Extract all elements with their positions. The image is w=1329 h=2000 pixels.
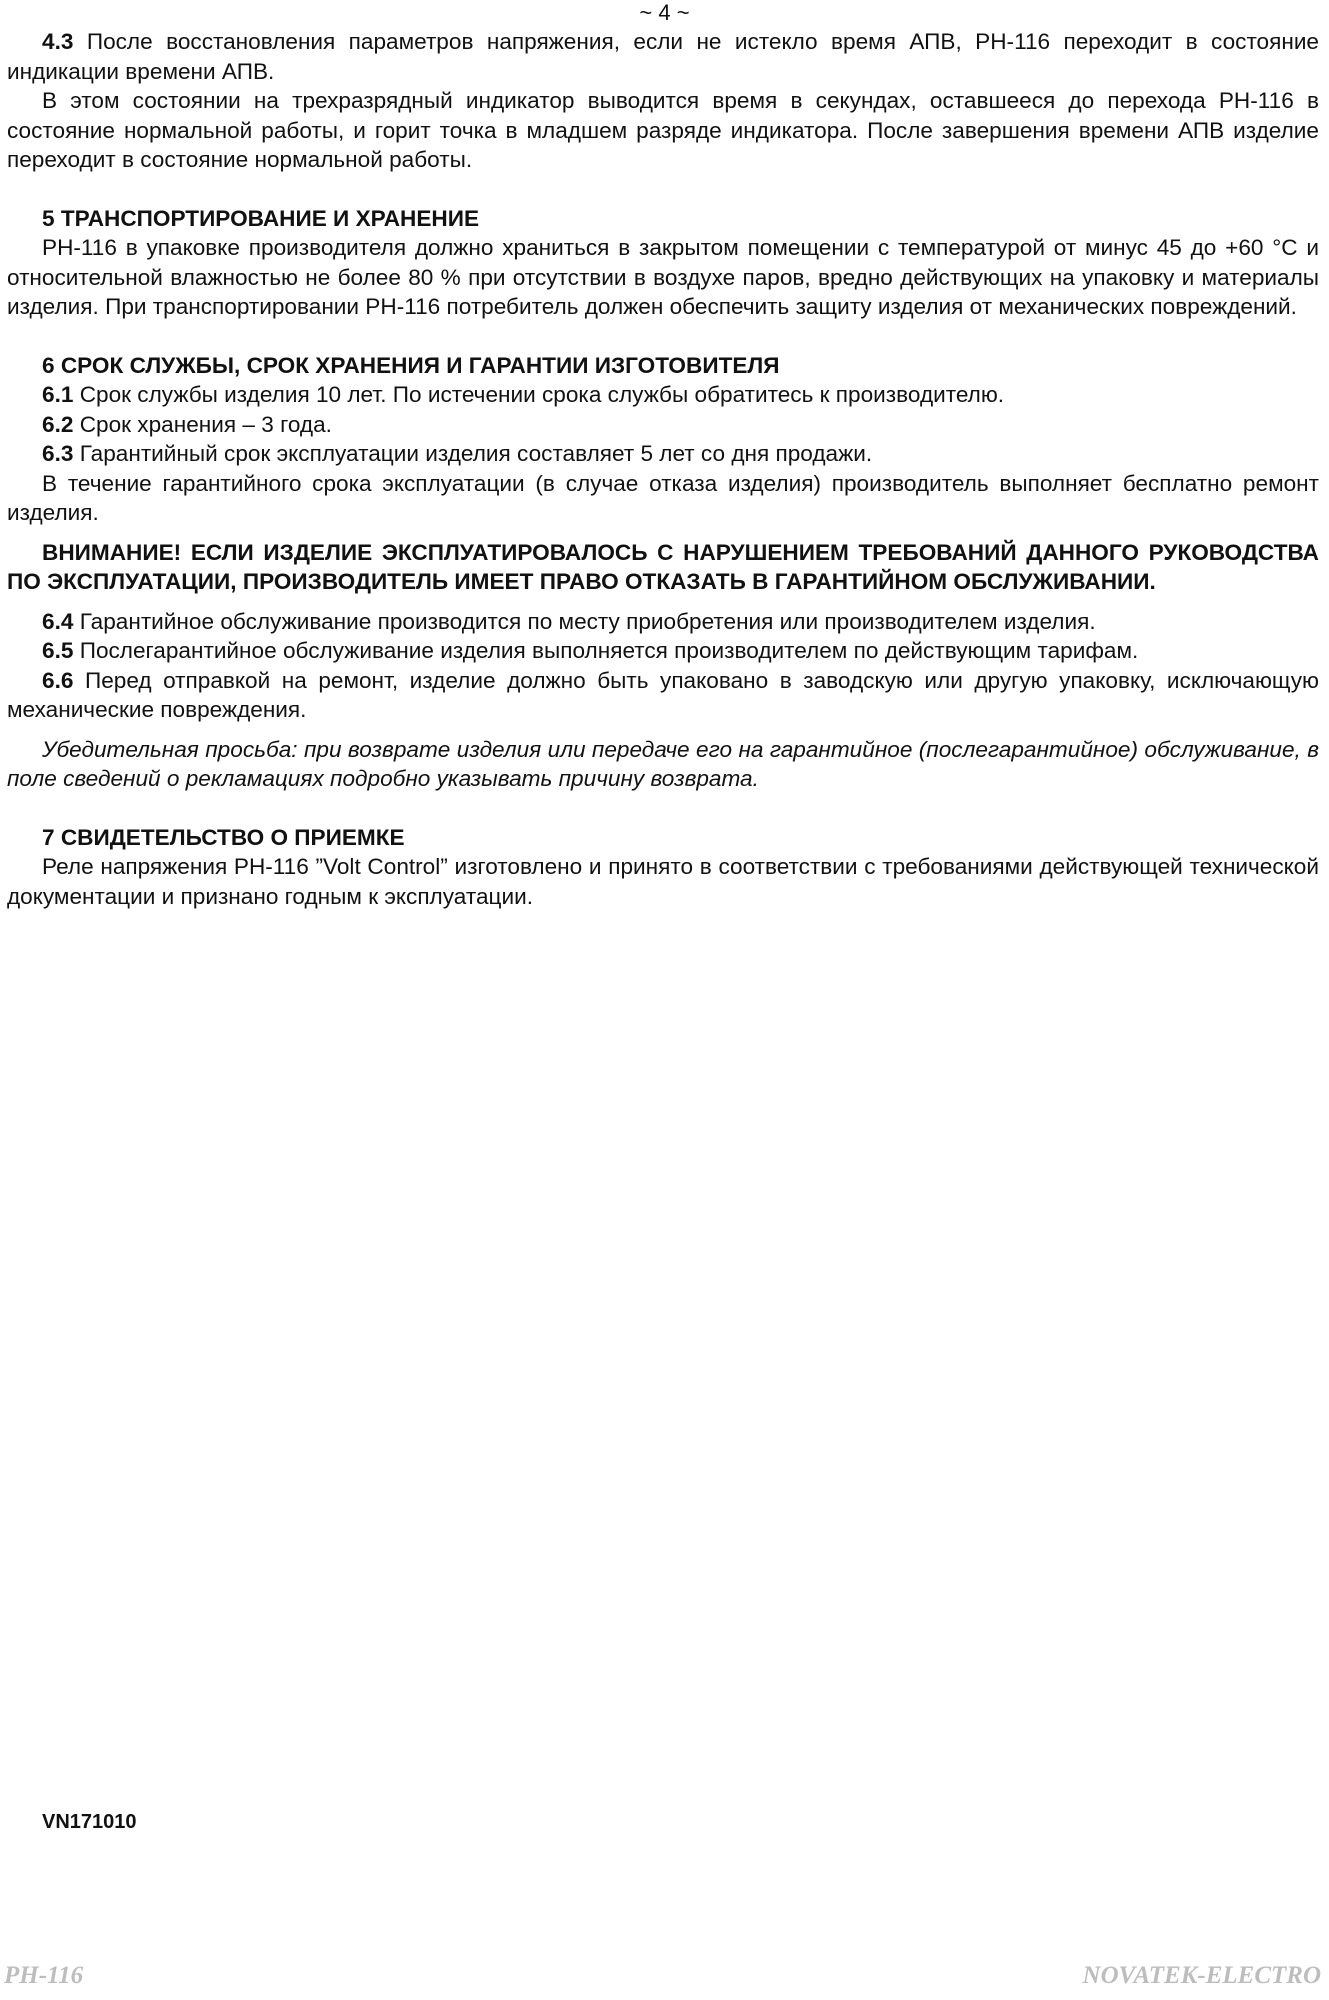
item-text: Срок хранения – 3 года.: [73, 411, 332, 437]
document-body: [7, 27, 1319, 911]
item-text: Послегарантийное обслуживание изделия выполняется производителем по действующим тарифам.: [73, 638, 1139, 663]
page-footer: [0, 1958, 1329, 1994]
section-6-heading: 6 СРОК СЛУЖБЫ, СРОК ХРАНЕНИЯ И ГАРАНТИИ ИЗГОТОВИТЕЛЯ: [42, 352, 780, 378]
item-6-2: [7, 410, 1319, 440]
item-6-1: [7, 380, 1319, 410]
item-6-5: [7, 636, 1319, 666]
item-number: 6.2: [42, 411, 74, 437]
item-text: Гарантийный срок эксплуатации изделия составляет 5 лет со дня продажи.: [73, 441, 873, 466]
item-number: 6.5: [42, 638, 74, 663]
section-5-heading: 5 ТРАНСПОРТИРОВАНИЕ И ХРАНЕНИЕ: [42, 205, 480, 231]
section-7-heading: 7 СВИДЕТЕЛЬСТВО О ПРИЕМКЕ: [42, 824, 405, 850]
item-number: 6.3: [42, 441, 74, 466]
section-4-3-paragraph-2: В этом состоянии на трехразрядный индикатор выводится время в секундах, оставшееся до перехода РН-116 в состояние нормальной работы, и горит точка в младшем разряде индикатора. После завершения времени АПВ изделие переходит в состояние нормальной работы.: [7, 88, 1319, 172]
item-6-3: [7, 439, 1319, 469]
item-6-6: [7, 666, 1319, 725]
section-4-3-paragraph: [7, 27, 1319, 86]
warranty-text: В течение гарантийного срока эксплуатации (в случае отказа изделия) производитель выполняет бесплатно ремонт изделия.: [7, 470, 1319, 525]
item-text: Перед отправкой на ремонт, изделие должно быть упаковано в заводскую или другую упаковку, исключающую механические повреждения.: [7, 667, 1319, 722]
footer-model: РН-116: [4, 1962, 84, 1989]
document-code: VN171010: [42, 1811, 137, 1833]
section-7-text: Реле напряжения РН-116 ”Volt Control” изготовлено и принято в соответствии с требованиями действующей технической документации и признано годным к эксплуатации.: [7, 854, 1319, 909]
page-number: ~ 4 ~: [639, 0, 690, 25]
section-4-3-number: 4.3: [42, 29, 74, 54]
warning-notice: ВНИМАНИЕ! ЕСЛИ ИЗДЕЛИЕ ЭКСПЛУАТИРОВАЛОСЬ С НАРУШЕНИЕМ ТРЕБОВАНИЙ ДАННОГО РУКОВОДСТВА ПО ЭКСПЛУАТАЦИИ, ПРОИЗВОДИТЕЛЬ ИМЕЕТ ПРАВО ОТКАЗАТЬ В ГАРАНТИЙНОМ ОБСЛУЖИВАНИИ.: [7, 539, 1319, 594]
section-5-text: РН-116 в упаковке производителя должно храниться в закрытом помещении с температурой от минус 45 до +60 °С и относительной влажностью не более 80 % при отсутствии в воздухе паров, вредно действующих на упаковку и материалы изделия. При транспортировании РН-116 потребитель должен обеспечить защиту изделия от механических повреждений.: [7, 235, 1319, 319]
item-number: 6.1: [42, 382, 74, 407]
item-text: Срок службы изделия 10 лет. По истечении срока службы обратитесь к производителю.: [73, 382, 1005, 407]
section-4-3-text: После восстановления параметров напряжения, если не истекло время АПВ, РН-116 переходит в состояние индикации времени АПВ.: [7, 29, 1319, 84]
item-text: Гарантийное обслуживание производится по месту приобретения или производителем изделия.: [73, 608, 1096, 634]
footer-brand: NOVATEK-ELECTRO: [1082, 1962, 1321, 1989]
request-note: Убедительная просьба: при возврате изделия или передаче его на гарантийное (послегарантийное) обслуживание, в поле сведений о рекламациях подробно указывать причину возврата.: [7, 736, 1319, 791]
item-number: 6.6: [42, 667, 74, 693]
item-number: 6.4: [42, 608, 74, 634]
item-6-4: [7, 607, 1319, 637]
